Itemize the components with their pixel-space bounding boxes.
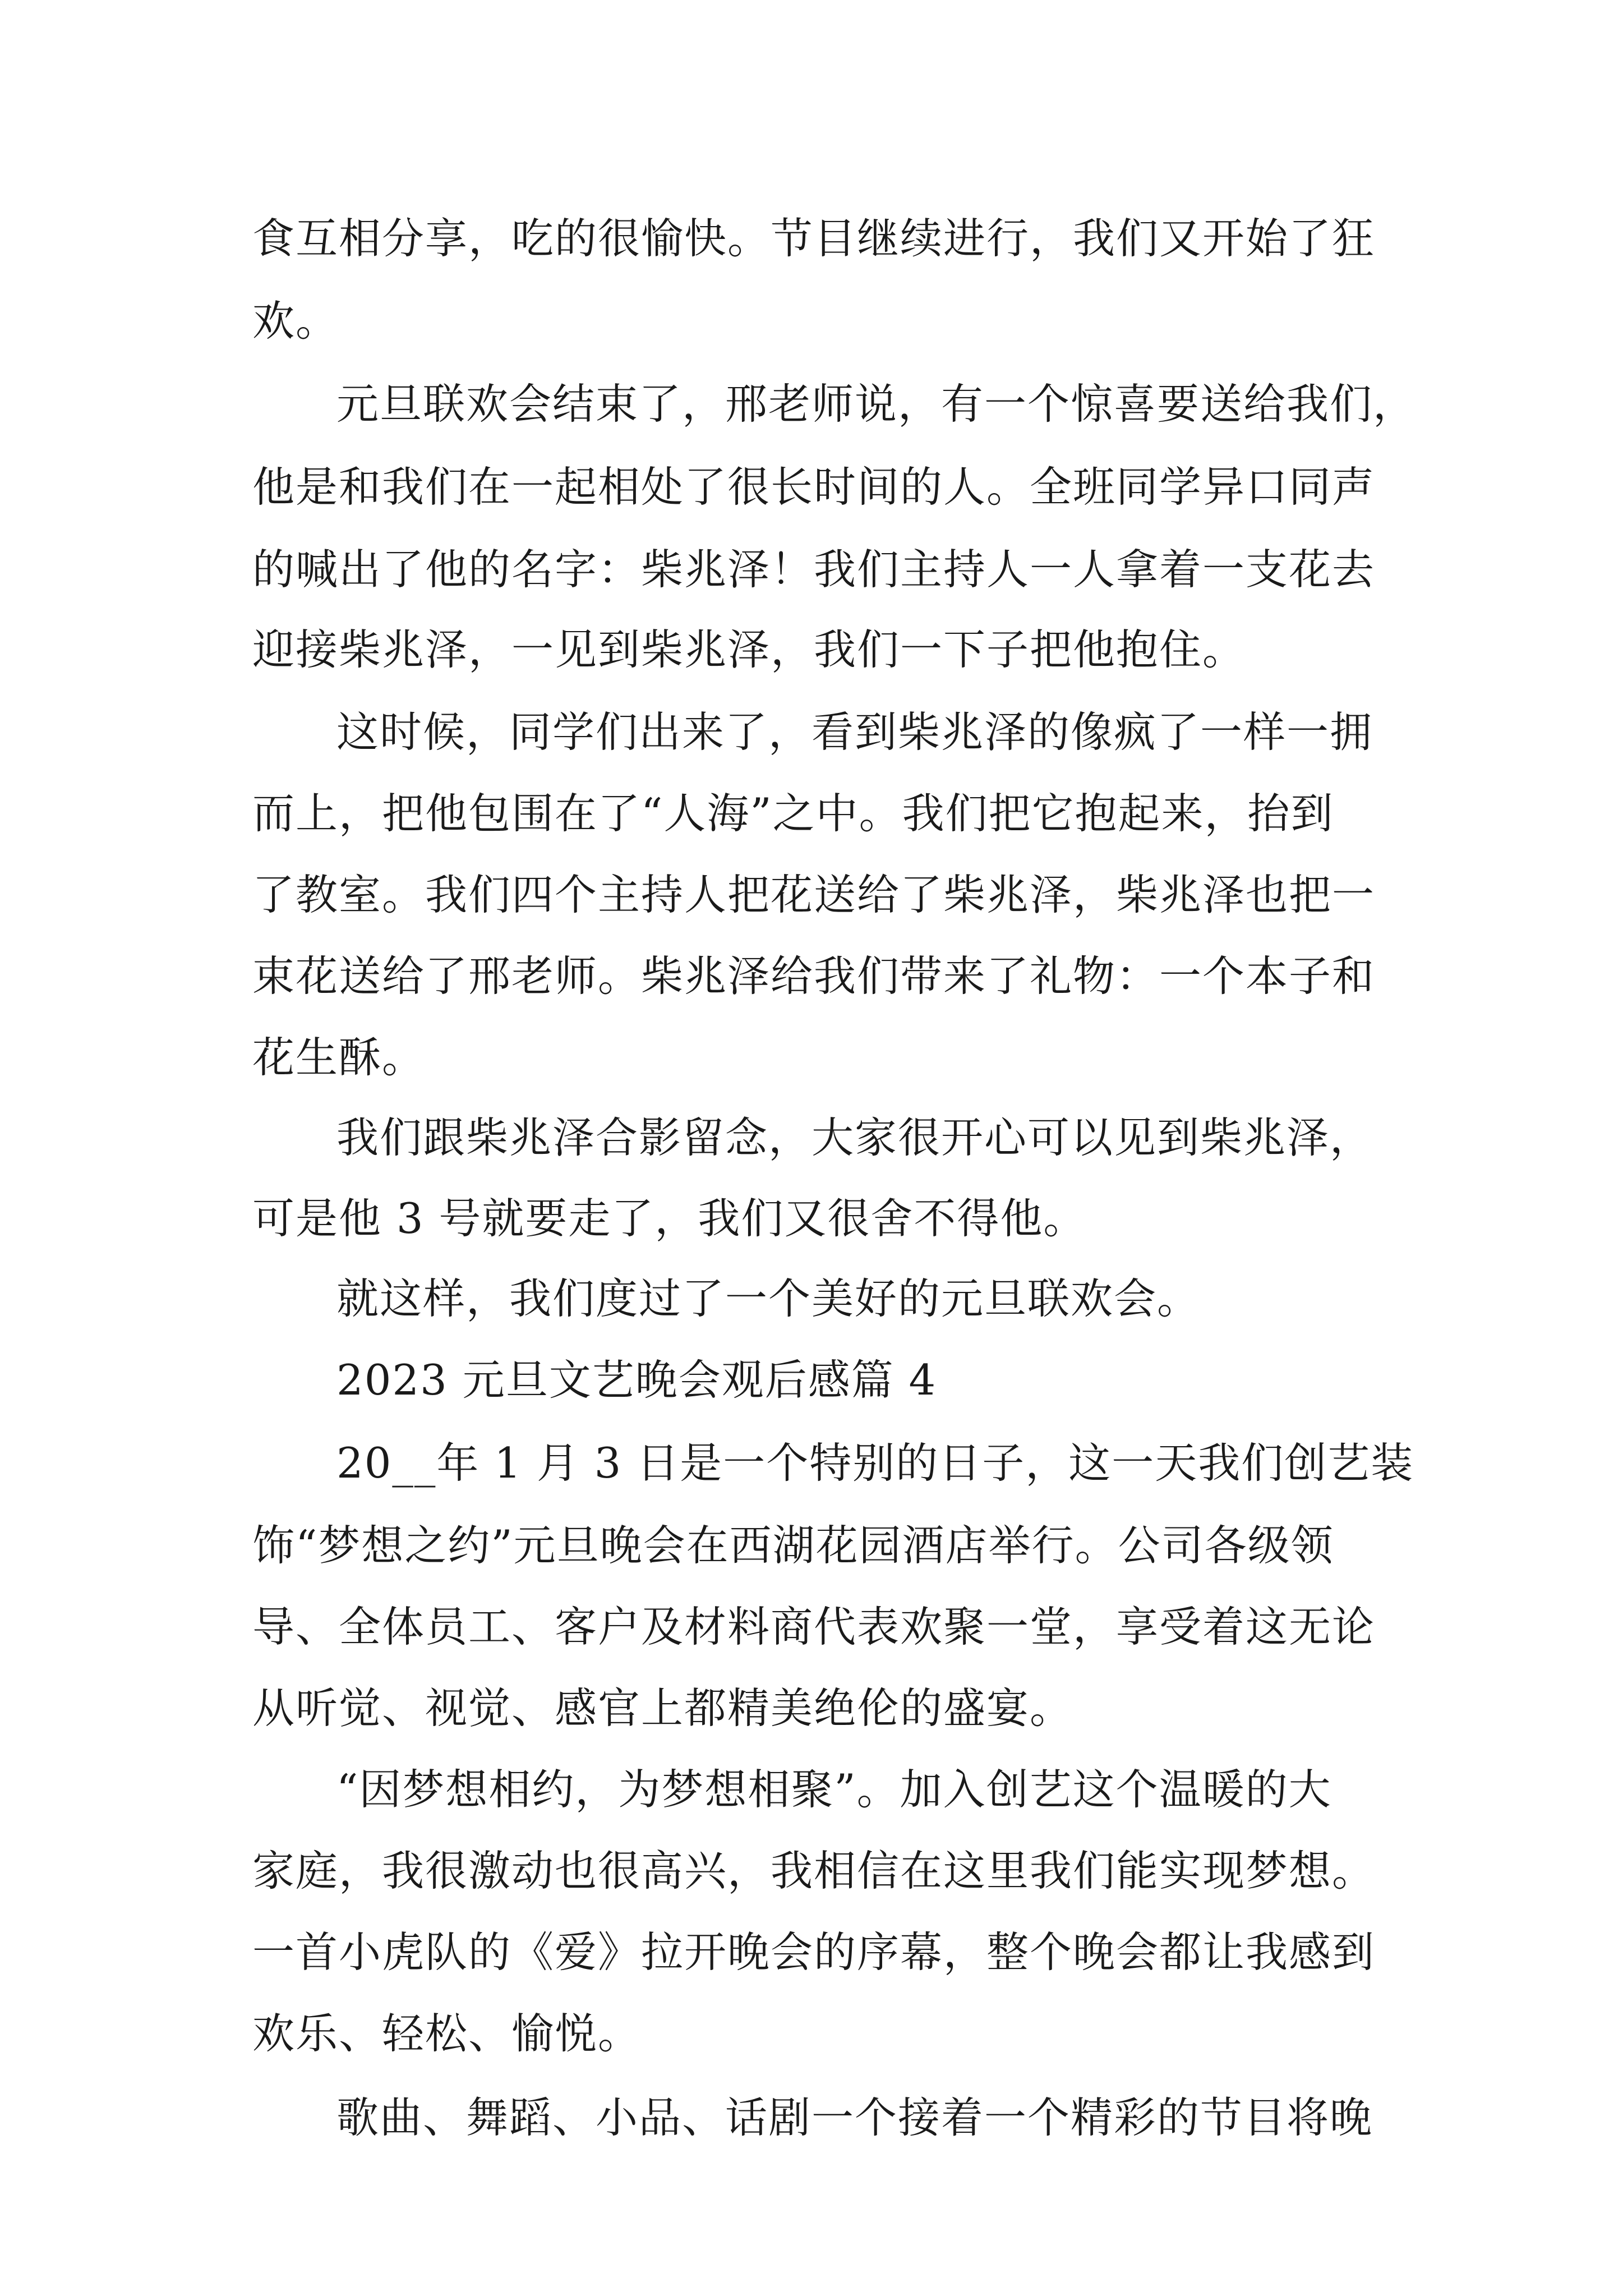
text-line: 迎接柴兆泽，一见到柴兆泽，我们一下子把他抱住。 <box>252 625 1246 674</box>
text-line: 饰“梦想之约”元旦晚会在西湖花园酒店举行。公司各级领 <box>252 1521 1334 1570</box>
text-line: 一首小虎队的《爱》拉开晚会的序幕，整个晚会都让我感到 <box>252 1927 1376 1977</box>
text-line: 从听觉、视觉、感官上都精美绝伦的盛宴。 <box>252 1683 1073 1733</box>
text-line: 歌曲、舞蹈、小品、话剧一个接着一个精彩的节目将晚 <box>336 2093 1373 2142</box>
text-line: 就这样，我们度过了一个美好的元旦联欢会。 <box>336 1274 1201 1323</box>
text-line: 元旦联欢会结束了，邢老师说，有一个惊喜要送给我们， <box>336 379 1417 429</box>
text-line: 花生酥。 <box>252 1033 426 1082</box>
text-line: 他是和我们在一起相处了很长时间的人。全班同学异口同声 <box>252 462 1376 512</box>
text-line: 束花送给了邢老师。柴兆泽给我们带来了礼物：一个本子和 <box>252 951 1376 1001</box>
text-line: 欢乐、轻松、愉悦。 <box>252 2009 642 2058</box>
text-line: 而上，把他包围在了“人海”之中。我们把它抱起来，抬到 <box>252 789 1334 838</box>
text-line: 这时候，同学们出来了，看到柴兆泽的像疯了一样一拥 <box>336 707 1373 757</box>
text-line: 我们跟柴兆泽合影留念，大家很开心可以见到柴兆泽， <box>336 1113 1373 1162</box>
text-line: 20__年 1 月 3 日是一个特别的日子，这一天我们创艺装 <box>336 1438 1414 1488</box>
section-heading: 2023 元旦文艺晚会观后感篇 4 <box>336 1355 937 1405</box>
text-line: 家庭，我很激动也很高兴，我相信在这里我们能实现梦想。 <box>252 1846 1376 1895</box>
text-line: 导、全体员工、客户及材料商代表欢聚一堂，享受着这无论 <box>252 1602 1376 1651</box>
text-line: 食互相分享，吃的很愉快。节目继续进行，我们又开始了狂 <box>252 214 1376 263</box>
text-line: “因梦想相约，为梦想相聚”。加入创艺这个温暖的大 <box>336 1765 1332 1814</box>
text-line: 欢。 <box>252 296 339 346</box>
text-line: 可是他 3 号就要走了，我们又很舍不得他。 <box>252 1194 1087 1243</box>
text-line: 的喊出了他的名字：柴兆泽！我们主持人一人拿着一支花去 <box>252 545 1376 594</box>
text-line: 了教室。我们四个主持人把花送给了柴兆泽，柴兆泽也把一 <box>252 870 1376 919</box>
